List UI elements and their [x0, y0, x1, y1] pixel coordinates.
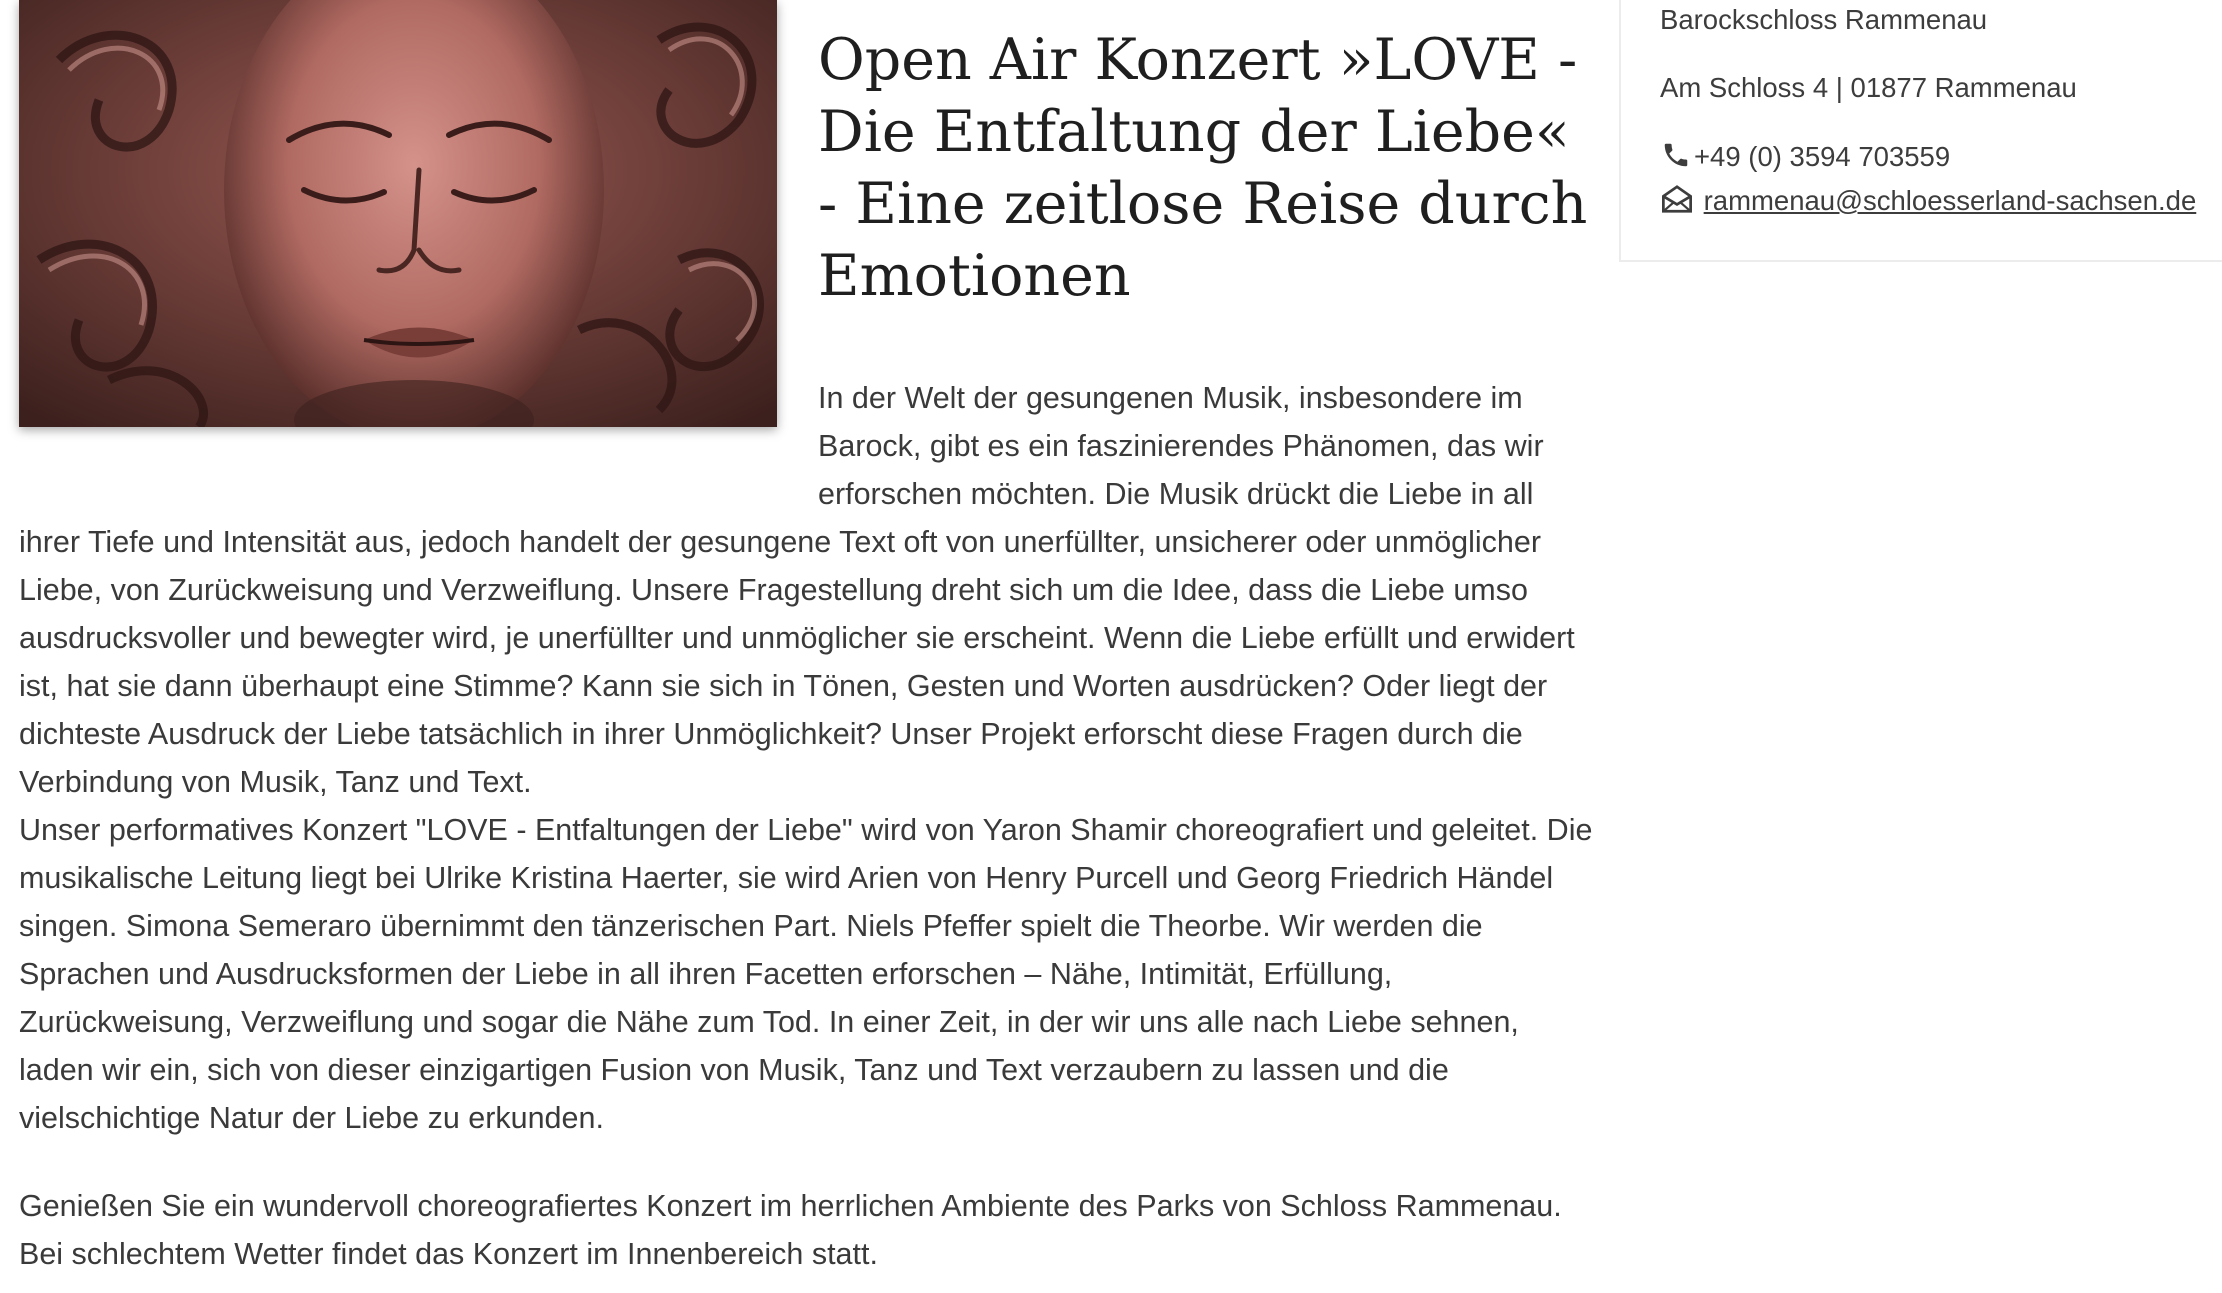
venue-phone[interactable]: [1660, 140, 1950, 177]
description-paragraph-2: Unser performatives Konzert "LOVE - Entfaltungen der Liebe" wird von Yaron Shamir choreografiert und geleitet. Die musikalische Leitung liegt bei Ulrike Kristina Haerter, sie wird Arien von Henry Purcell und Georg Friedrich Händel singen. Simona Semeraro übernimmt den tänzerischen Part. Niels Pfeffer spielt die Theorbe. Wir werden die Sprachen und Ausdrucksformen der Liebe in all ihren Facetten erforschen – Nähe, Intimität, Erfüllung, Zurückweisung, Verzweiflung und sogar die Nähe zum Tod. In einer Zeit, in der wir uns alle nach Liebe sehnen, laden wir ein, sich von dieser einzigartigen Fusion von Musik, Tanz und Text verzaubern zu lassen und die vielschichtige Natur der Liebe zu erkunden.: [19, 813, 1593, 1135]
event-title: [818, 24, 1588, 312]
face-relief-illustration: [19, 0, 777, 427]
event-title-line-4: Emotionen: [818, 243, 1131, 309]
email-link[interactable]: rammenau@schloesserland-sachsen.de: [1703, 185, 2197, 216]
description-paragraph-1: In der Welt der gesungenen Musik, insbesondere im Barock, gibt es ein faszinierendes Phänomen, das wir erforschen möchten. Die Musik drückt die Liebe in all ihrer Tiefe und Intensität aus, jedoch handelt der gesungene Text oft von unerfüllter, unsicherer oder unmöglicher Liebe, von Zurückweisung und Verzweiflung. Unsere Fragestellung dreht sich um die Idee, dass die Liebe umso ausdrucksvoller und bewegter wird, je unerfüllter und unmöglicher sie erscheint. Wenn die Liebe erfüllt und erwidert ist, hat sie dann überhaupt eine Stimme? Kann sie sich in Tönen, Gesten und Worten ausdrücken? Oder liegt der dichteste Ausdruck der Liebe tatsächlich in ihrer Unmöglichkeit? Unser Projekt erforscht diese Fragen durch die Verbindung von Musik, Tanz und Text.: [19, 381, 1575, 799]
event-description: [19, 374, 1594, 1278]
venue-info-box: [1619, 0, 2222, 262]
event-title-line-1: Open Air Konzert »LOVE -: [818, 27, 1578, 93]
venue-address: Am Schloss 4 | 01877 Rammenau: [1660, 72, 2077, 103]
event-title-line-3: - Eine zeitlose Reise durch: [818, 171, 1588, 237]
event-image: [19, 0, 777, 427]
envelope-icon: [1660, 184, 1694, 221]
image-wrap-spacer: [19, 374, 818, 484]
venue-email: [1660, 184, 2196, 221]
phone-number: +49 (0) 3594 703559: [1694, 141, 1951, 172]
description-paragraph-3: Genießen Sie ein wundervoll choreografiertes Konzert im herrlichen Ambiente des Parks von Schloss Rammenau. Bei schlechtem Wetter findet das Konzert im Innenbereich statt.: [19, 1189, 1562, 1271]
venue-name: Barockschloss Rammenau: [1660, 4, 1988, 35]
phone-icon: [1660, 140, 1692, 177]
event-title-line-2: Die Entfaltung der Liebe«: [818, 99, 1570, 165]
